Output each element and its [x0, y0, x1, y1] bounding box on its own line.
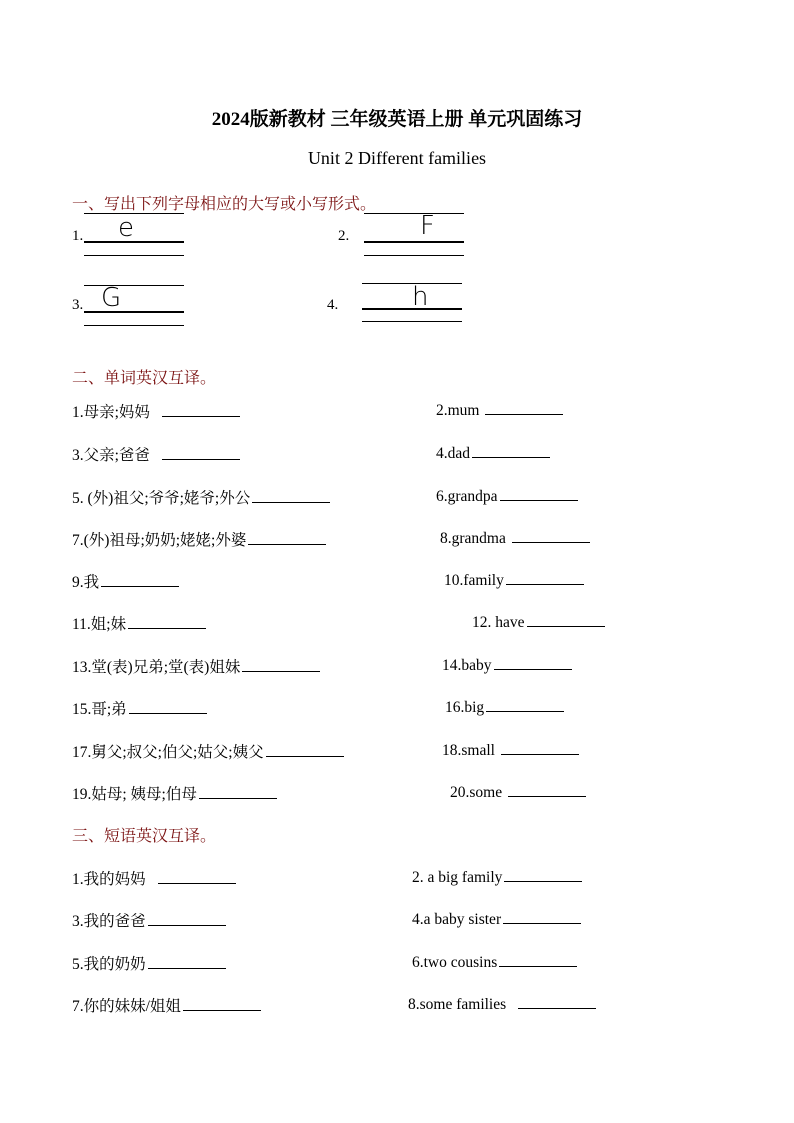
- question-item: [442, 740, 579, 760]
- writing-line: [84, 255, 184, 256]
- prompt-text: 2.mum: [436, 402, 484, 419]
- question-item: [72, 867, 236, 889]
- given-letter: h: [412, 282, 429, 312]
- answer-blank: [504, 867, 582, 882]
- writing-line: [364, 255, 464, 256]
- writing-line: [84, 325, 184, 326]
- answer-blank: [499, 952, 577, 967]
- answer-blank: [148, 911, 226, 926]
- given-letter: e: [118, 213, 134, 243]
- answer-blank: [508, 782, 586, 797]
- question-item: [472, 612, 605, 632]
- answer-blank: [101, 572, 179, 587]
- question-item: [72, 528, 326, 550]
- question-item: [72, 612, 206, 634]
- answer-blank: [162, 402, 240, 417]
- answer-blank: [242, 657, 320, 672]
- answer-blank: [494, 655, 572, 670]
- prompt-text: 19.姑母; 姨母;伯母: [72, 786, 197, 803]
- question-item: [436, 443, 550, 463]
- question-item: [450, 782, 586, 802]
- question-item: [408, 994, 596, 1014]
- prompt-text: 13.堂(表)兄弟;堂(表)姐妹: [72, 659, 241, 676]
- item-number: 1.: [72, 228, 84, 244]
- question-item: [72, 400, 240, 422]
- answer-blank: [527, 612, 605, 627]
- prompt-text: 16.big: [445, 699, 485, 716]
- question-item: [72, 782, 277, 804]
- question-item: [72, 443, 240, 465]
- answer-blank: [158, 869, 236, 884]
- question-item: [436, 400, 563, 420]
- answer-blank: [148, 954, 226, 969]
- answer-blank: [485, 400, 563, 415]
- question-item: [442, 655, 572, 675]
- prompt-text: 1.母亲;妈妈: [72, 404, 154, 421]
- answer-blank: [503, 909, 581, 924]
- question-item: [440, 528, 590, 548]
- writing-baseline: [84, 311, 184, 313]
- section3-heading: 三、短语英汉互译。: [72, 826, 217, 845]
- item-number: 2.: [338, 228, 350, 244]
- question-item: [436, 486, 578, 506]
- prompt-text: 2. a big family: [412, 869, 503, 886]
- section1-heading: 一、写出下列字母相应的大写或小写形式。: [72, 194, 377, 213]
- prompt-text: 5. (外)祖父;爷爷;姥爷;外公: [72, 490, 251, 507]
- page-title: 2024版新教材 三年级英语上册 单元巩固练习: [211, 109, 583, 130]
- question-item: [72, 570, 179, 592]
- answer-blank: [248, 530, 326, 545]
- question-item: [72, 655, 320, 677]
- prompt-text: 15.哥;弟: [72, 701, 127, 718]
- question-item: [72, 486, 330, 508]
- answer-blank: [128, 614, 206, 629]
- prompt-text: 20.some: [450, 784, 506, 801]
- prompt-text: 6.grandpa: [436, 488, 498, 505]
- prompt-text: 7.(外)祖母;奶奶;姥姥;外婆: [72, 532, 247, 549]
- question-item: [72, 740, 344, 762]
- prompt-text: 3.父亲;爸爸: [72, 447, 154, 464]
- prompt-text: 12. have: [472, 614, 525, 631]
- answer-blank: [506, 570, 584, 585]
- writing-line: [362, 321, 462, 322]
- answer-blank: [486, 697, 564, 712]
- unit-subtitle: Unit 2 Different families: [307, 148, 487, 168]
- writing-line: [84, 285, 184, 286]
- question-item: [444, 570, 584, 590]
- prompt-text: 3.我的爸爸: [72, 913, 146, 930]
- question-item: [72, 909, 226, 931]
- answer-blank: [162, 445, 240, 460]
- given-letter: F: [420, 211, 435, 241]
- prompt-text: 6.two cousins: [412, 954, 498, 971]
- answer-blank: [518, 994, 596, 1009]
- writing-line: [364, 213, 464, 214]
- prompt-text: 4.dad: [436, 445, 471, 462]
- prompt-text: 11.姐;妹: [72, 616, 127, 633]
- answer-blank: [252, 488, 330, 503]
- answer-blank: [500, 486, 578, 501]
- answer-blank: [199, 784, 277, 799]
- prompt-text: 10.family: [444, 572, 504, 589]
- answer-blank: [266, 742, 344, 757]
- question-item: [445, 697, 564, 717]
- question-item: [72, 952, 226, 974]
- answer-blank: [129, 699, 207, 714]
- writing-baseline: [84, 241, 184, 243]
- prompt-text: 5.我的奶奶: [72, 956, 146, 973]
- prompt-text: 1.我的妈妈: [72, 871, 150, 888]
- prompt-text: 8.grandma: [440, 530, 510, 547]
- answer-blank: [472, 443, 550, 458]
- prompt-text: 4.a baby sister: [412, 911, 502, 928]
- question-item: [412, 909, 581, 929]
- item-number: 3.: [72, 297, 84, 313]
- prompt-text: 7.你的妹妹/姐姐: [72, 998, 181, 1015]
- question-item: [412, 952, 577, 972]
- prompt-text: 14.baby: [442, 657, 492, 674]
- answer-blank: [183, 996, 261, 1011]
- given-letter: G: [101, 283, 122, 313]
- section2-heading: 二、单词英汉互译。: [72, 368, 217, 387]
- prompt-text: 8.some families: [408, 996, 511, 1013]
- question-item: [72, 994, 261, 1016]
- prompt-text: 17.舅父;叔父;伯父;姑父;姨父: [72, 744, 264, 761]
- prompt-text: 18.small: [442, 742, 499, 759]
- writing-baseline: [364, 241, 464, 243]
- item-number: 4.: [327, 297, 339, 313]
- question-item: [412, 867, 582, 887]
- question-item: [72, 697, 207, 719]
- answer-blank: [501, 740, 579, 755]
- answer-blank: [512, 528, 590, 543]
- writing-line: [84, 213, 184, 214]
- prompt-text: 9.我: [72, 574, 100, 591]
